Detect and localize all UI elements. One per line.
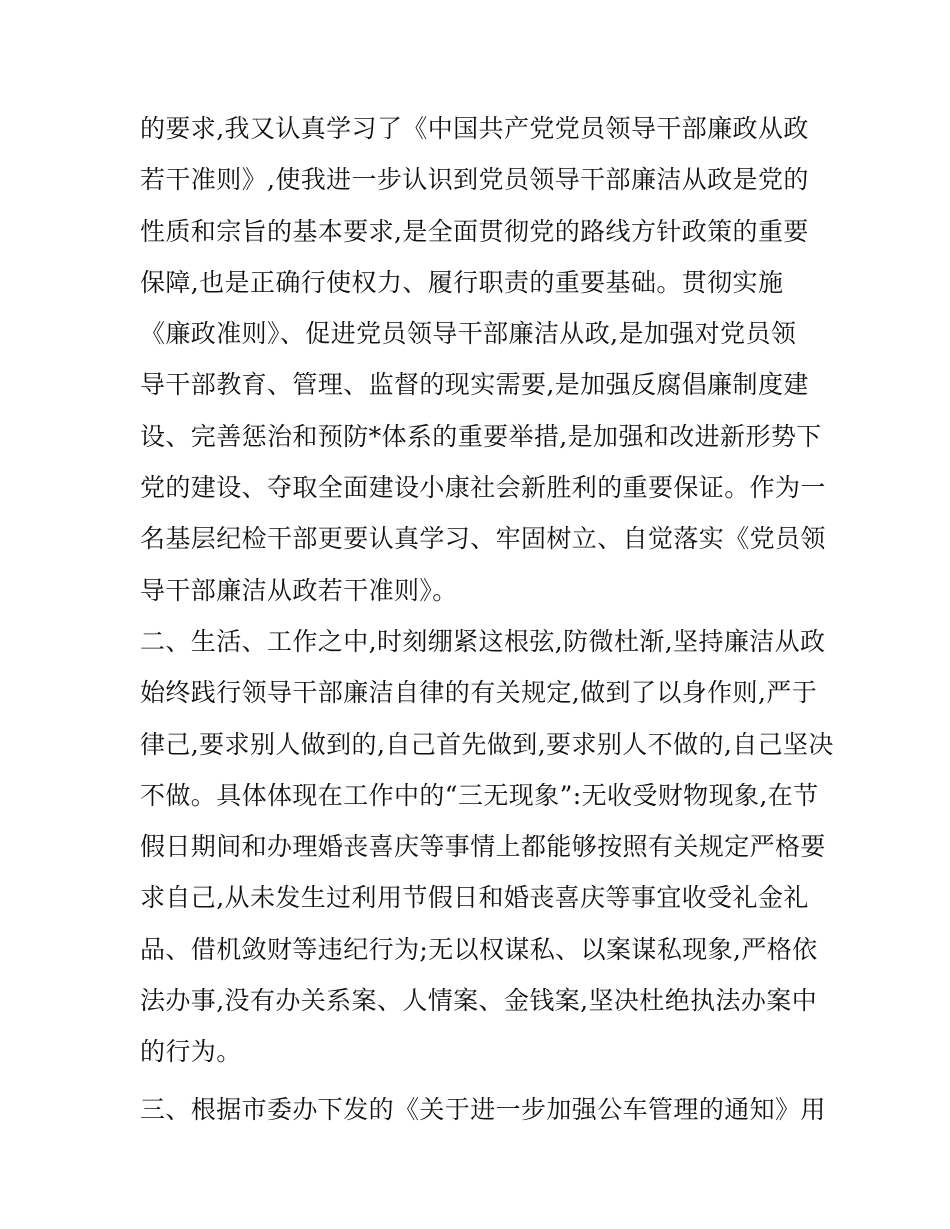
text-line: 律己,要求别人做到的,自己首先做到,要求别人不做的,自己坚决 bbox=[140, 729, 834, 759]
text-line: 党的建设、夺取全面建设小康社会新胜利的重要保证。作为一 bbox=[140, 473, 826, 503]
text-line: 导干部教育、管理、监督的现实需要,是加强反腐倡廉制度建 bbox=[140, 370, 809, 400]
text-line: 若干准则》,使我进一步认识到党员领导干部廉洁从政是党的 bbox=[140, 165, 809, 195]
text-line: 的行为。 bbox=[140, 1037, 242, 1067]
text-line: 名基层纪检干部更要认真学习、牢固树立、自觉落实《党员领 bbox=[140, 524, 826, 554]
text-line: 二、生活、工作之中,时刻绷紧这根弦,防微杜渐,坚持廉洁从政 bbox=[140, 626, 826, 656]
text-line: 性质和宗旨的基本要求,是全面贯彻党的路线方针政策的重要 bbox=[140, 216, 809, 246]
text-line: 的要求,我又认真学习了《中国共产党党员领导干部廉政从政 bbox=[140, 114, 809, 143]
text-line: 求自己,从未发生过利用节假日和婚丧喜庆等事宜收受礼金礼 bbox=[140, 883, 809, 913]
text-line: 保障,也是正确行使权力、履行职责的重要基础。贯彻实施 bbox=[140, 267, 784, 297]
text-line: 假日期间和办理婚丧喜庆等事情上都能够按照有关规定严格要 bbox=[140, 832, 826, 862]
text-line: 不做。具体体现在工作中的“三无现象”:无收受财物现象,在节 bbox=[140, 780, 819, 810]
text-line: 三、根据市委办下发的《关于进一步加强公车管理的通知》用 bbox=[140, 1094, 826, 1124]
text-line: 始终践行领导干部廉洁自律的有关规定,做到了以身作则,严于 bbox=[140, 678, 818, 708]
text-line: 导干部廉洁从政若干准则》。 bbox=[140, 575, 458, 605]
text-line: 法办事,没有办关系案、人情案、金钱案,坚决杜绝执法办案中 bbox=[140, 986, 818, 1016]
text-line: 设、完善惩治和预防*体系的重要举措,是加强和改进新形势下 bbox=[140, 421, 822, 451]
text-line: 品、借机敛财等违纪行为;无以权谋私、以案谋私现象,严格依 bbox=[140, 934, 818, 964]
text-line: 《廉政准则》、促进党员领导干部廉洁从政,是加强对党员领 bbox=[140, 319, 797, 349]
document-body bbox=[140, 103, 834, 1135]
